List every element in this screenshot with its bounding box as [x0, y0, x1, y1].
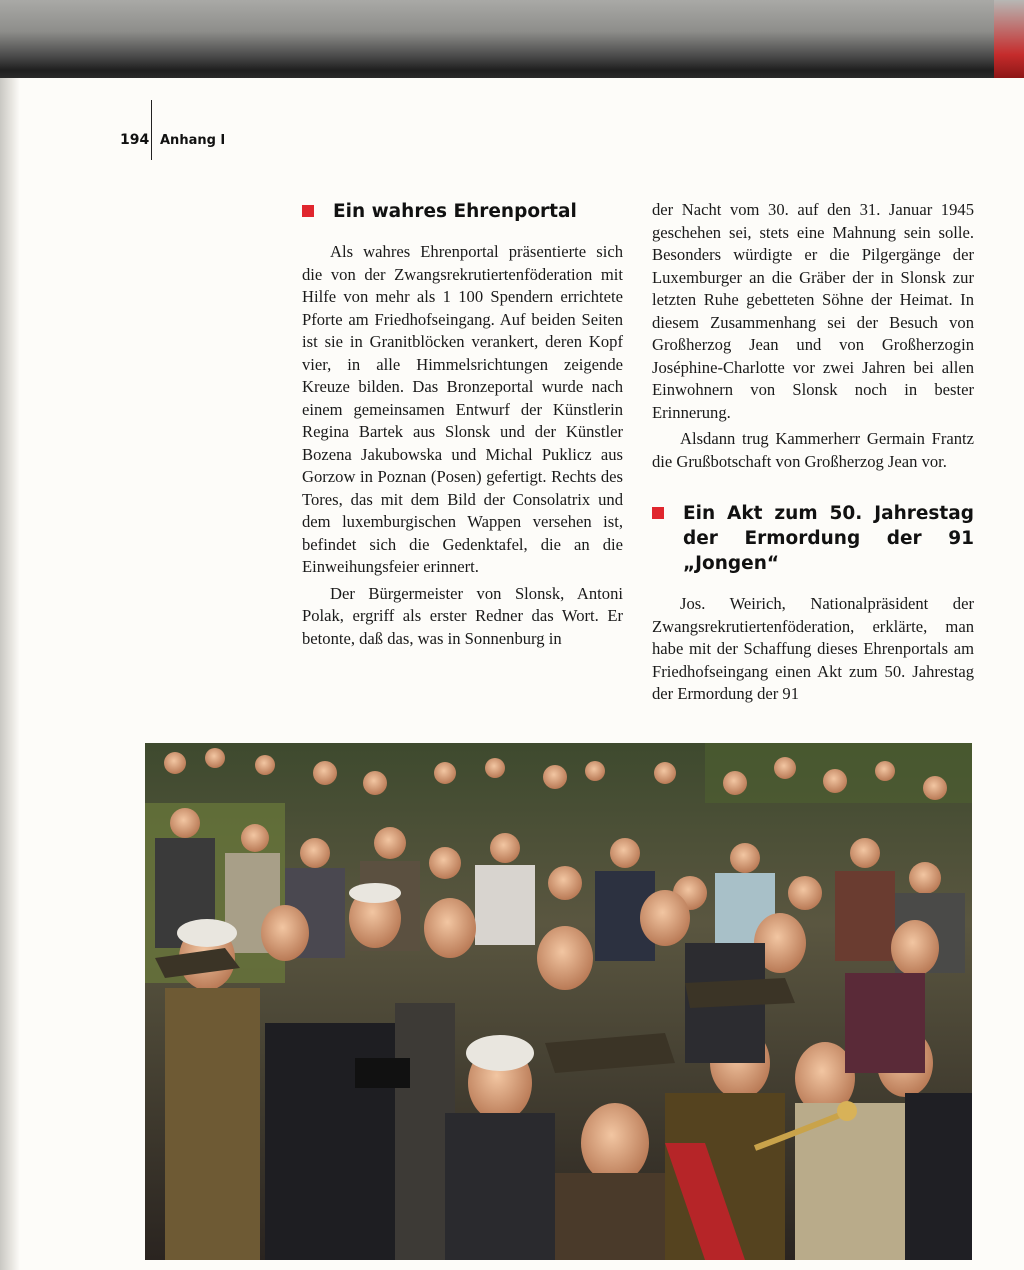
section-heading-ehrenportal: [302, 199, 623, 224]
red-bullet-square: [652, 507, 664, 519]
heading-text: Ein Akt zum 50. Jahrestag der Ermordung der 91 „Jongen“: [683, 503, 974, 574]
section-heading-jahrestag: [652, 501, 974, 576]
left-column: [302, 199, 623, 650]
red-bullet-square: [302, 205, 314, 217]
paragraph: Der Bürgermeister von Slonsk, Antoni Polak, ergriff als erster Redner das Wort. Er betonte, daß das, was in Sonnenburg in: [302, 583, 623, 648]
crowd-photograph: [145, 743, 972, 1260]
running-header: Anhang I: [160, 133, 226, 148]
heading-text: Ein wahres Ehrenportal: [333, 201, 577, 222]
book-spine-shadow: [0, 78, 20, 1270]
paragraph: Alsdann trug Kammerherr Germain Frantz die Grußbotschaft von Großherzog Jean vor.: [652, 429, 974, 471]
right-column: [652, 199, 974, 706]
book-cover-edge: [994, 0, 1024, 78]
scan-top-edge: [0, 0, 1024, 78]
page-number: 194: [120, 132, 150, 148]
paragraph: der Nacht vom 30. auf den 31. Januar 1945 geschehen sei, stets eine Mahnung sein solle. Besonders würdigte er die Pilgergänge der Luxemburger an die Gräber der in Slonsk zur letzten Ruhe gebetteten Söhne der Heimat. In diesem Zusammenhang sei der Besuch von Großherzog Jean und von Großherzogin Joséphine-Charlotte vor zwei Jahren bei allen Einwohnern von Slonsk noch in bester Erinnerung.: [652, 200, 974, 422]
header-divider: [151, 100, 152, 160]
paragraph: Als wahres Ehrenportal präsentierte sich die von der Zwangsrekrutiertenföderation mit Hilfe von mehr als 1 100 Spendern errichtete Pforte am Friedhofseingang. Auf beiden Seiten ist sie in Granitblöcken verankert, deren Kopf vier, in alle Himmelsrichtungen zeigende Kreuze bilden. Das Bronzeportal wurde nach einem gemeinsamen Entwurf der Künstlerin Regina Bartek aus Slonsk und der Künstler Bozena Jakubowska und Michal Puklicz aus Gorzow in Poznan (Posen) gefertigt. Rechts des Tores, das mit dem Bild der Consolatrix und dem luxemburgischen Wappen versehen ist, befindet sich die Gedenktafel, die an die Einweihungsfeier erinnert.: [302, 242, 623, 576]
paragraph: Jos. Weirich, Nationalpräsident der Zwangsrekrutiertenföderation, erklärte, man habe mit der Schaffung dieses Ehrenportals am Friedhofseingang einen Akt zum 50. Jahrestag der Ermordung der 91: [652, 594, 974, 703]
